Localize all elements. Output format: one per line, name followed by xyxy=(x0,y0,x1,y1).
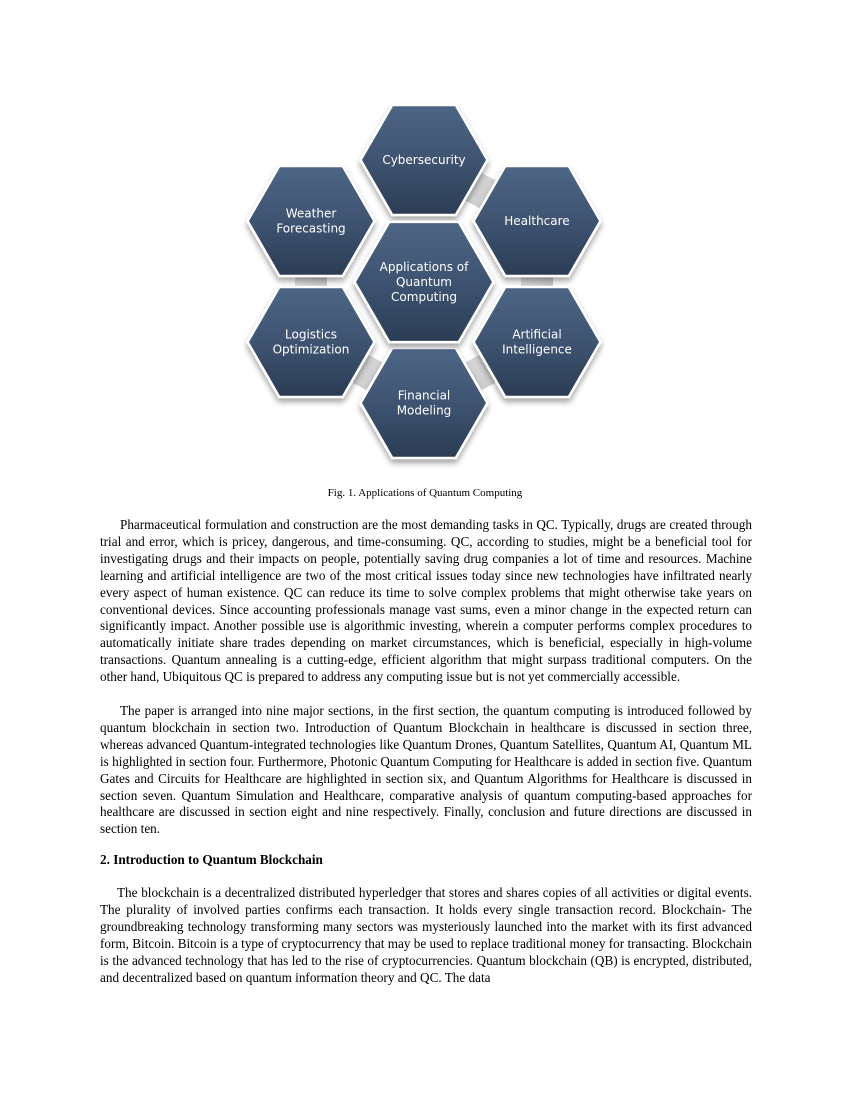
hexagon-label-weather-forecasting: Weather xyxy=(285,206,337,221)
hexagon-weather-forecasting xyxy=(246,165,376,278)
applications-figure xyxy=(0,0,850,480)
hexagon-label-center: Quantum xyxy=(395,275,453,289)
hexagon-label-logistics-optimization: Optimization xyxy=(272,342,350,357)
hexagon-label-artificial-intelligence: Artificial xyxy=(512,327,562,342)
body-paragraph-3: The blockchain is a decentralized distributed hyperledger that stores and shares copies of all activities or digital events. The plurality of involved parties confirms each transaction. It holds every single transaction record. Blockchain- The groundbreaking technology transforming many sectors was mysteriously launched into the market with its first advanced form, Bitcoin. Bitcoin is a type of cryptocurrency that may be used to replace traditional money for transacting. Blockchain is the advanced technology that has led to the rise of cryptocurrencies. Quantum blockchain (QB) is encrypted, distributed, and decentralized based on quantum information theory and QC. The data xyxy=(100,885,752,985)
hexagon-label-center: Computing xyxy=(391,290,457,304)
body-paragraph-2: The paper is arranged into nine major sections, in the first section, the quantum computing is introduced followed by quantum blockchain in section two. Introduction of Quantum Blockchain in healthcare is discussed in section three, whereas advanced Quantum-integrated technologies like Quantum Drones, Quantum Satellites, Quantum AI, Quantum ML is highlighted in section four. Furthermore, Photonic Quantum Computing for Healthcare is added in section five. Quantum Gates and Circuits for Healthcare are highlighted in section six, and Quantum Algorithms for Healthcare is discussed in section seven. Quantum Simulation and Healthcare, comparative analysis of quantum computing-based approaches for healthcare are discussed in section eight and nine respectively. Finally, conclusion and future directions are discussed in section ten. xyxy=(100,703,752,837)
hexagon-label-healthcare: Healthcare xyxy=(504,214,570,228)
hexagon-label-artificial-intelligence: Intelligence xyxy=(502,342,572,357)
hexagon-label-financial-modeling: Modeling xyxy=(396,403,452,418)
hexagon-label-weather-forecasting: Forecasting xyxy=(276,221,346,236)
body-paragraph-1: Pharmaceutical formulation and construction are the most demanding tasks in QC. Typically, drugs are created through trial and error, which is pricey, dangerous, and time-consuming. QC, according to studies, might be a beneficial tool for investigating drugs and their impacts on people, potentially saving drug companies a lot of time and resources. Machine learning and artificial intelligence are two of the most critical issues today since new technologies have infiltrated nearly every aspect of human existence. QC can reduce its time to solve complex problems that might otherwise take years on conventional devices. Since accounting professionals manage vast sums, even a minor change in the expected return can significantly impact. Another possible use is algorithmic investing, wherein a computer performs complex procedures to automatically initiate share trades depending on market circumstances, which is beneficial, especially in high-volume transactions. Quantum annealing is a cutting-edge, efficient algorithm that might surpass traditional computers. On the other hand, Ubiquitous QC is prepared to address any computing issue but is not yet commercially accessible. xyxy=(100,517,752,685)
hexagon-label-logistics-optimization: Logistics xyxy=(285,327,337,342)
hexagon-center xyxy=(353,221,495,344)
hexagon-label-center: Applications of xyxy=(379,260,469,274)
hexagon-label-cybersecurity: Cybersecurity xyxy=(382,153,466,167)
section-heading: 2. Introduction to Quantum Blockchain xyxy=(100,852,323,867)
figure-caption: Fig. 1. Applications of Quantum Computing xyxy=(327,487,523,499)
hexagon-label-financial-modeling: Financial xyxy=(397,388,451,403)
